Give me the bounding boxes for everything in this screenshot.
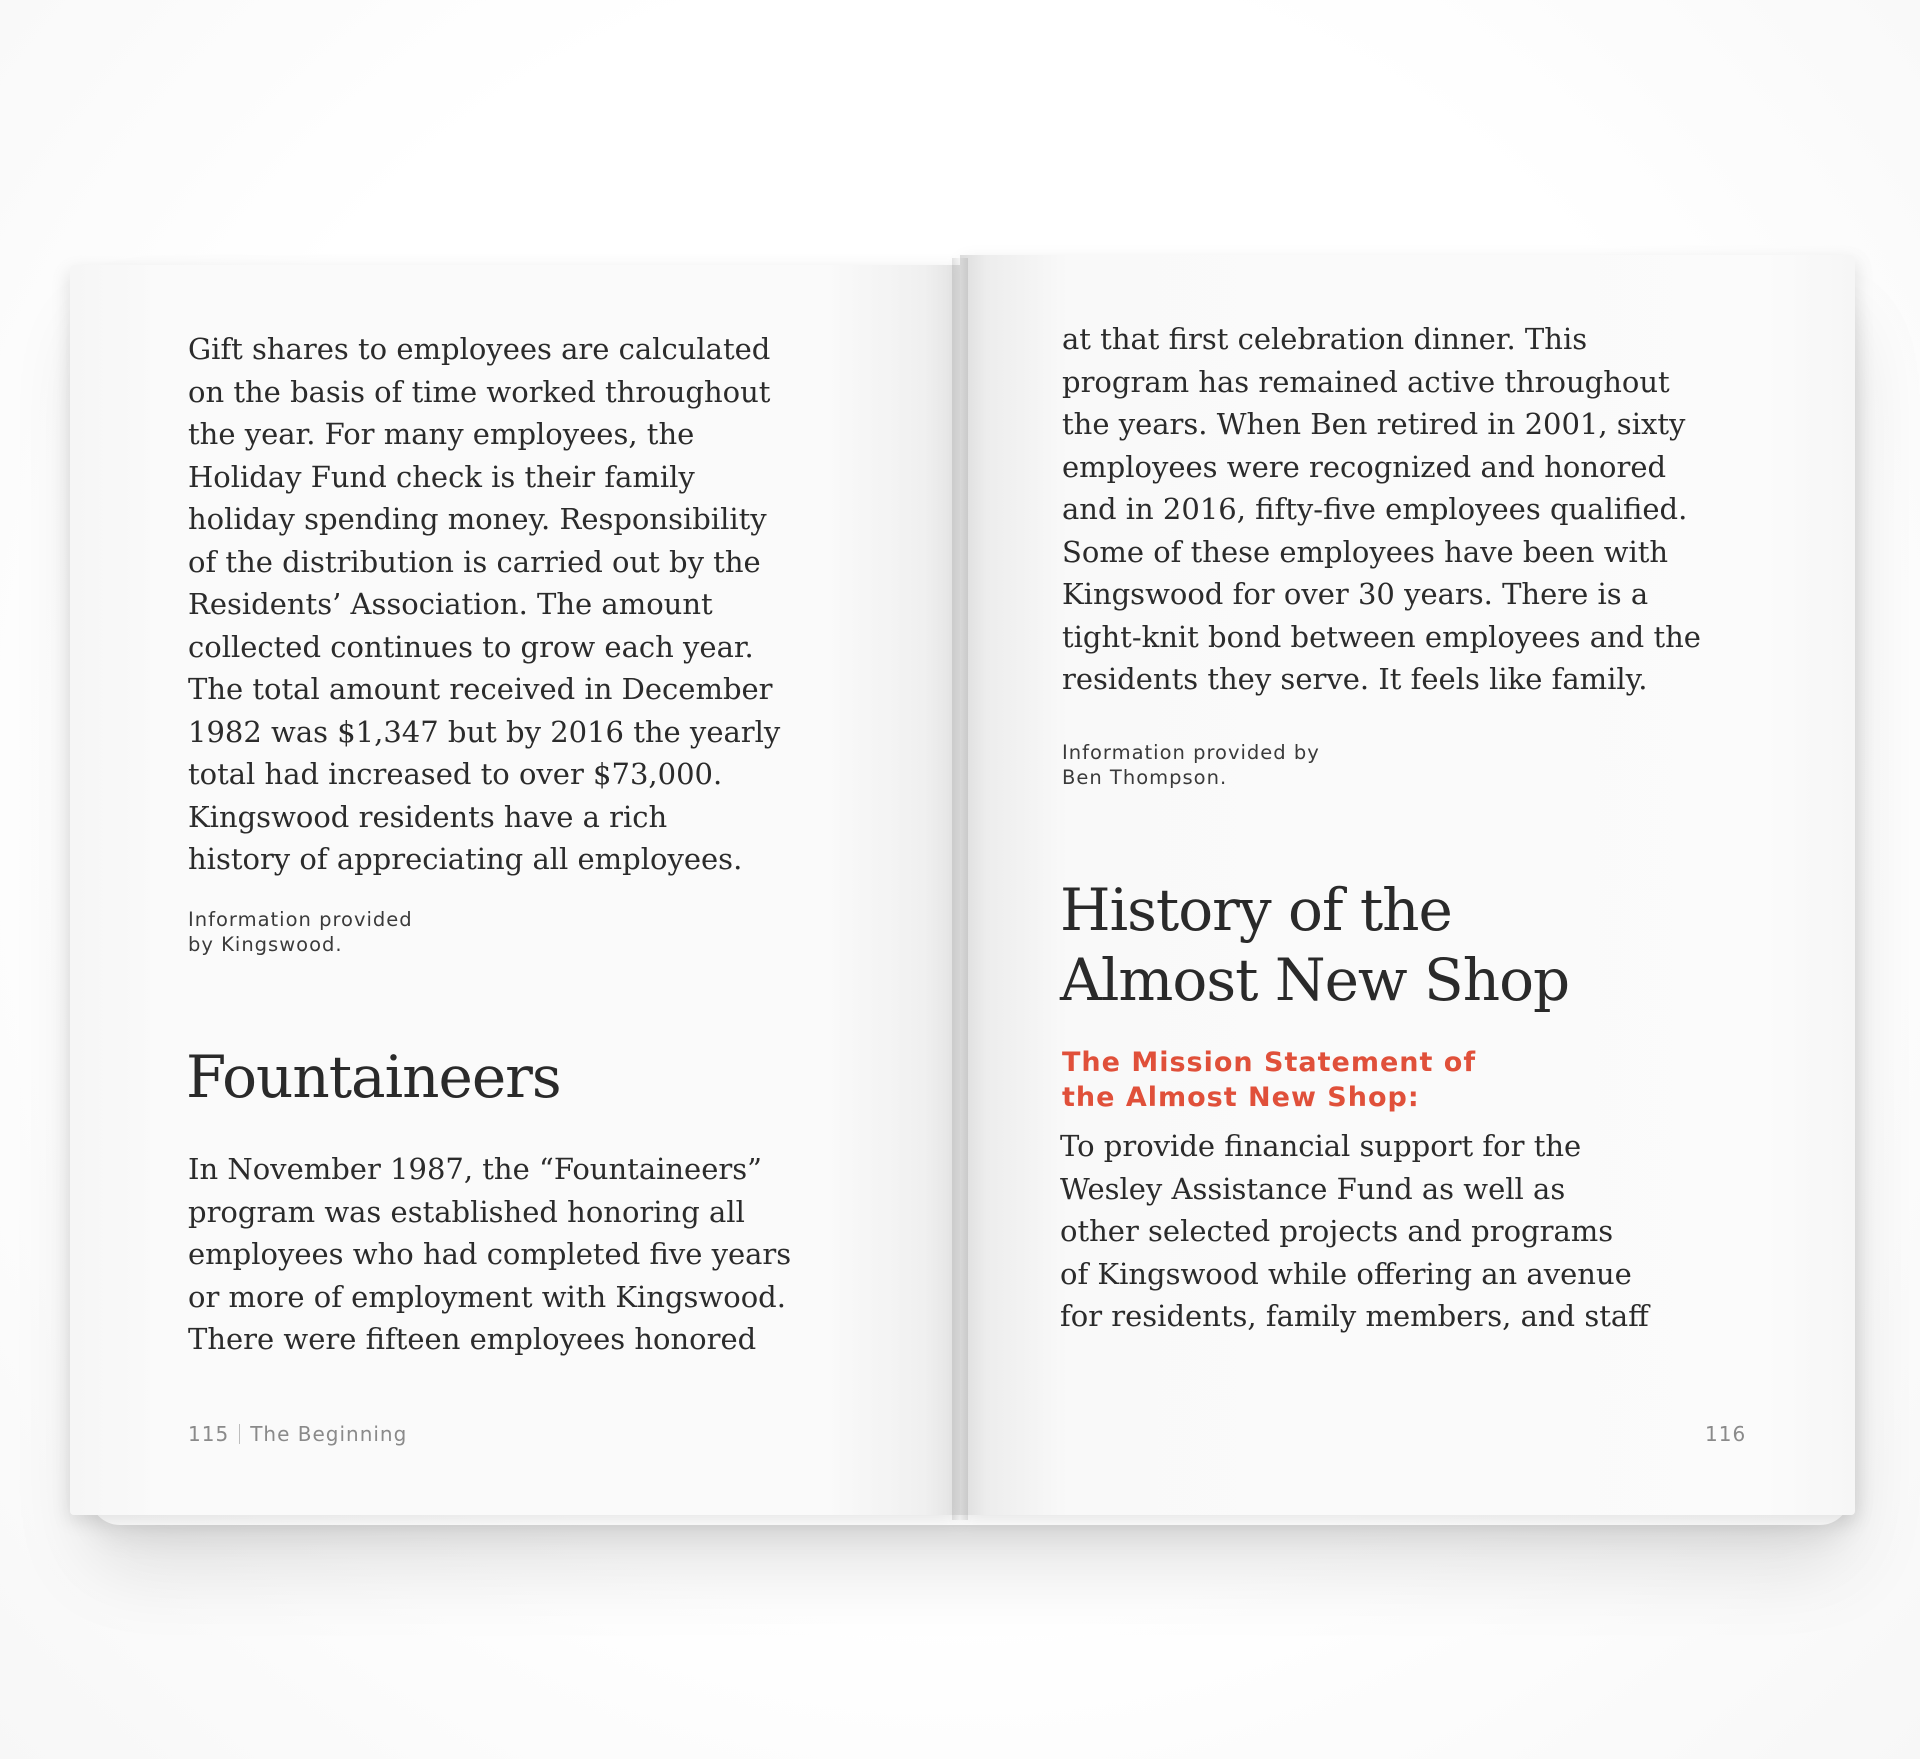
mission-statement-subheading: The Mission Statement of the Almost New Shop: — [1062, 1047, 1477, 1113]
right-page — [960, 255, 1855, 1515]
right-page-number: 116 — [1705, 1422, 1747, 1446]
left-page — [70, 265, 960, 1515]
right-paragraph-mission: To provide financial support for the Wesley Assistance Fund as well as other selected projects and programs of Kingswood while offering an avenue for residents, family members, and staff — [1060, 1129, 1649, 1333]
left-paragraph-fountaineers: In November 1987, the “Fountaineers” program was established honoring all employees who had completed five years or more of employment with Kingswood. There were fifteen employees honored — [188, 1152, 792, 1356]
section-name: The Beginning — [250, 1422, 408, 1446]
footer-divider — [239, 1424, 240, 1444]
book-gutter — [952, 258, 968, 1520]
right-page-footer — [1705, 1422, 1746, 1446]
left-credit: Information provided by Kingswood. — [188, 908, 413, 956]
right-paragraph-celebration: at that first celebration dinner. This program has remained active throughout the years. When Ben retired in 2001, sixty employees were recognized and honored and in 2016, fifty-five employees qualified. Some of these employees have been with Kingswood for over 30 years. There is a tight-knit bond between employees and the residents they serve. It feels like family. — [1062, 322, 1701, 696]
almost-new-shop-heading — [1060, 875, 1569, 1015]
left-page-footer — [188, 1422, 407, 1446]
heading-line-2: Almost New Shop — [1060, 946, 1570, 1014]
fountaineers-heading: Fountaineers — [186, 1043, 561, 1111]
right-credit: Information provided by Ben Thompson. — [1062, 741, 1320, 789]
left-page-number: 115 — [188, 1422, 230, 1446]
left-paragraph-holiday-fund: Gift shares to employees are calculated on the basis of time worked throughout the year. For many employees, the Holiday Fund check is their family holiday spending money. Responsibility of the distribution is carried out by the Residents’ Association. The amount collected continues to grow each year. The total amount received in December 1982 was $1,347 but by 2016 the yearly total had increased to over $73,000. Kingswood residents have a rich history of appreciating all employees. — [188, 332, 781, 876]
heading-line-1: History of the — [1060, 876, 1452, 944]
